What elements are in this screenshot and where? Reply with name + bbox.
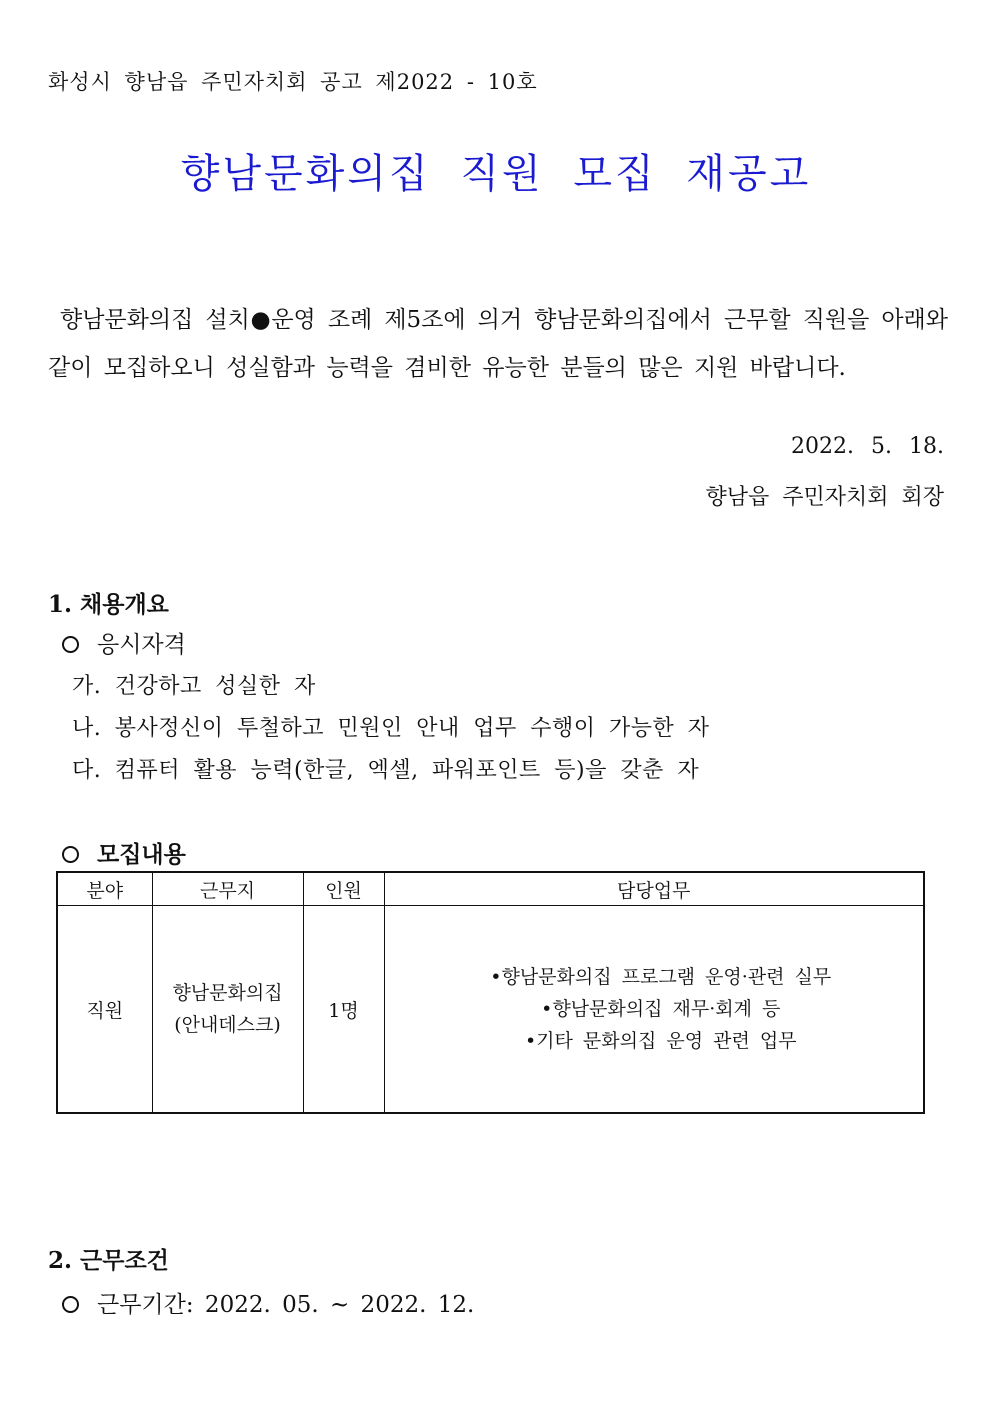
duty-item-1: •향남문화의집 프로그램 운영·관련 실무	[490, 966, 832, 988]
cell-place	[152, 906, 303, 1114]
cell-duties	[384, 906, 924, 1114]
qualification-item-3: 다. 컴퓨터 활용 능력(한글, 엑셀, 파워포인트 등)을 갖춘 자	[72, 758, 700, 783]
place-name: 향남문화의집	[172, 982, 283, 1004]
table-header-row	[57, 872, 924, 906]
recruitment-label: 모집내용	[97, 841, 186, 868]
work-period: 근무기간: 2022. 05. ~ 2022. 12.	[97, 1292, 475, 1318]
cell-count: 1명	[303, 906, 384, 1114]
qualification-label: 응시자격	[97, 632, 186, 658]
recruitment-table	[56, 871, 925, 1114]
recruitment-heading	[62, 836, 186, 869]
cell-field: 직원	[57, 906, 152, 1114]
qualification-item-2: 나. 봉사정신이 투철하고 민원인 안내 업무 수행이 가능한 자	[72, 716, 710, 741]
header-field: 분야	[57, 872, 152, 906]
work-period-line	[62, 1286, 474, 1319]
duty-item-2: •향남문화의집 재무·회계 등	[541, 998, 781, 1020]
header-place: 근무지	[152, 872, 303, 906]
notice-number: 화성시 향남읍 주민자치회 공고 제2022 - 10호	[48, 70, 538, 94]
page-title: 향남문화의집 직원 모집 재공고	[180, 151, 812, 197]
qualification-heading	[62, 626, 186, 659]
place-detail: (안내데스크)	[174, 1014, 281, 1036]
section1-heading: 1. 채용개요	[48, 591, 169, 618]
notice-date: 2022. 5. 18.	[791, 434, 944, 459]
table-row	[57, 906, 924, 1114]
circle-bullet-icon	[62, 846, 79, 863]
circle-bullet-icon	[62, 1296, 79, 1313]
intro-paragraph: 향남문화의집 설치●운영 조례 제5조에 의거 향남문화의집에서 근무할 직원을 아래와 같이 모집하오니 성실함과 능력을 겸비한 유능한 분들의 많은 지원 바랍니다.	[48, 307, 948, 381]
section2-heading: 2. 근무조건	[48, 1247, 169, 1274]
qualification-item-1: 가. 건강하고 성실한 자	[72, 674, 316, 699]
header-duties: 담당업무	[384, 872, 924, 906]
duty-item-3: •기타 문화의집 운영 관련 업무	[524, 1030, 797, 1052]
circle-bullet-icon	[62, 636, 79, 653]
header-count: 인원	[303, 872, 384, 906]
notice-signer: 향남읍 주민자치회 회장	[705, 485, 944, 510]
